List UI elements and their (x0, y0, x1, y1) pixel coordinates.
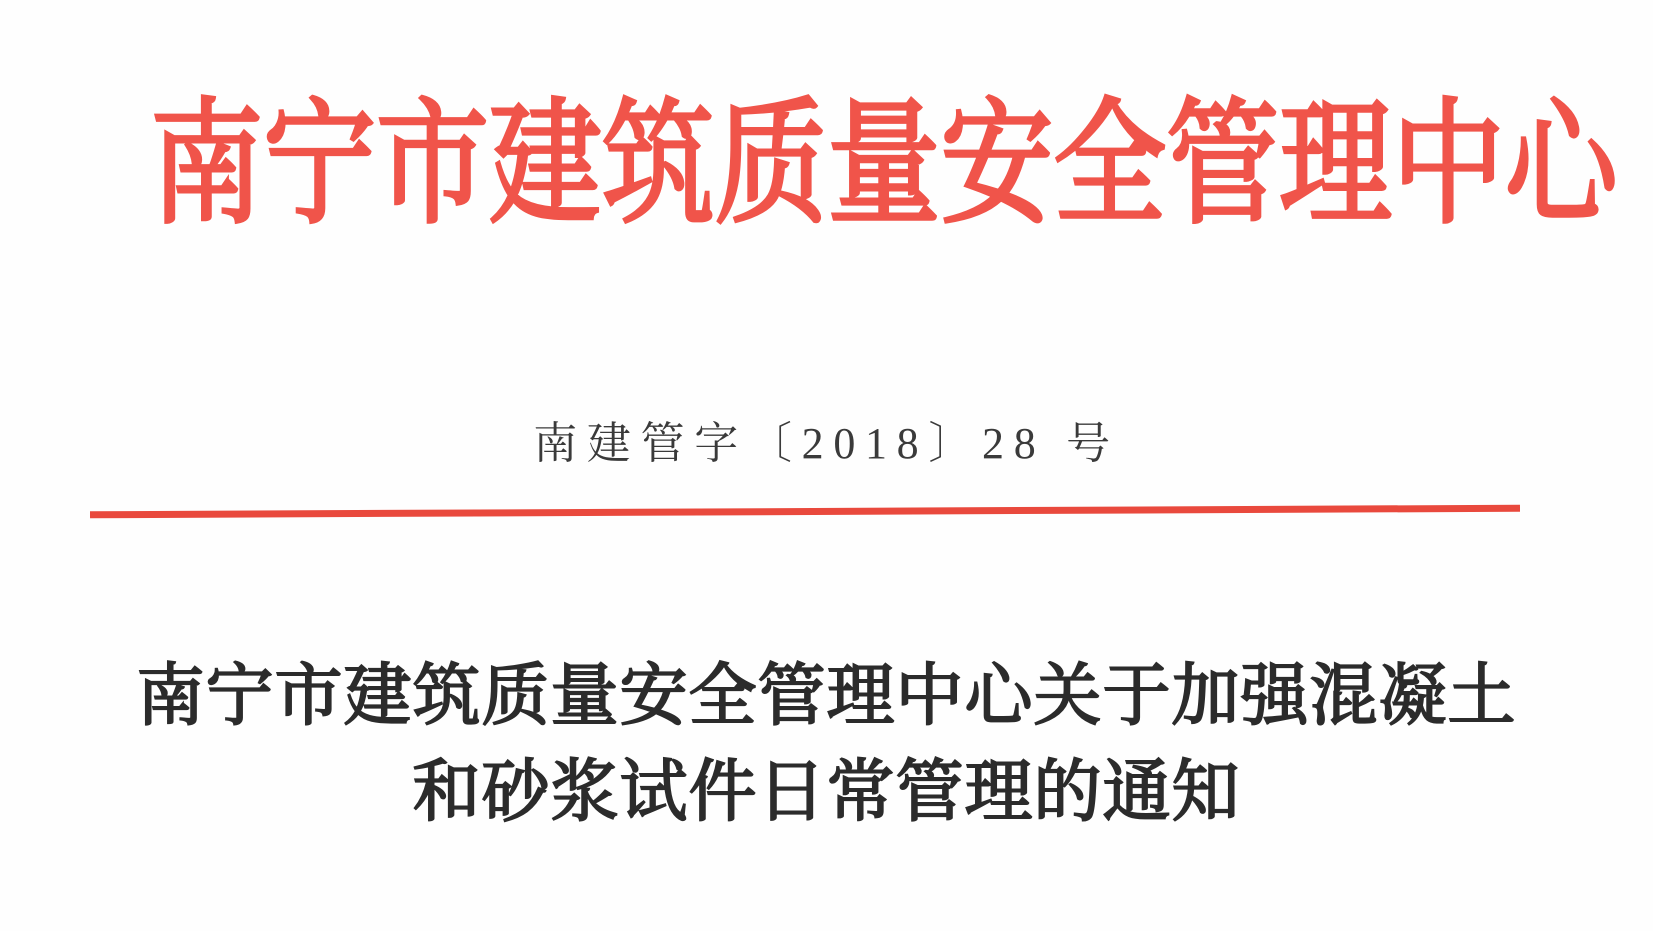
document-title-line-1: 南宁市建筑质量安全管理中心关于加强混凝土 (136, 658, 1517, 734)
document-title-line-2: 和砂浆试件日常管理的通知 (412, 754, 1241, 830)
document-reference-number: 南建管字〔2018〕28 号 (533, 419, 1120, 468)
red-divider-line (90, 505, 1520, 518)
document-title (0, 648, 1653, 840)
agency-masthead-title: 南宁市建筑质量安全管理中心 (150, 91, 1618, 241)
masthead-container (0, 88, 1653, 244)
